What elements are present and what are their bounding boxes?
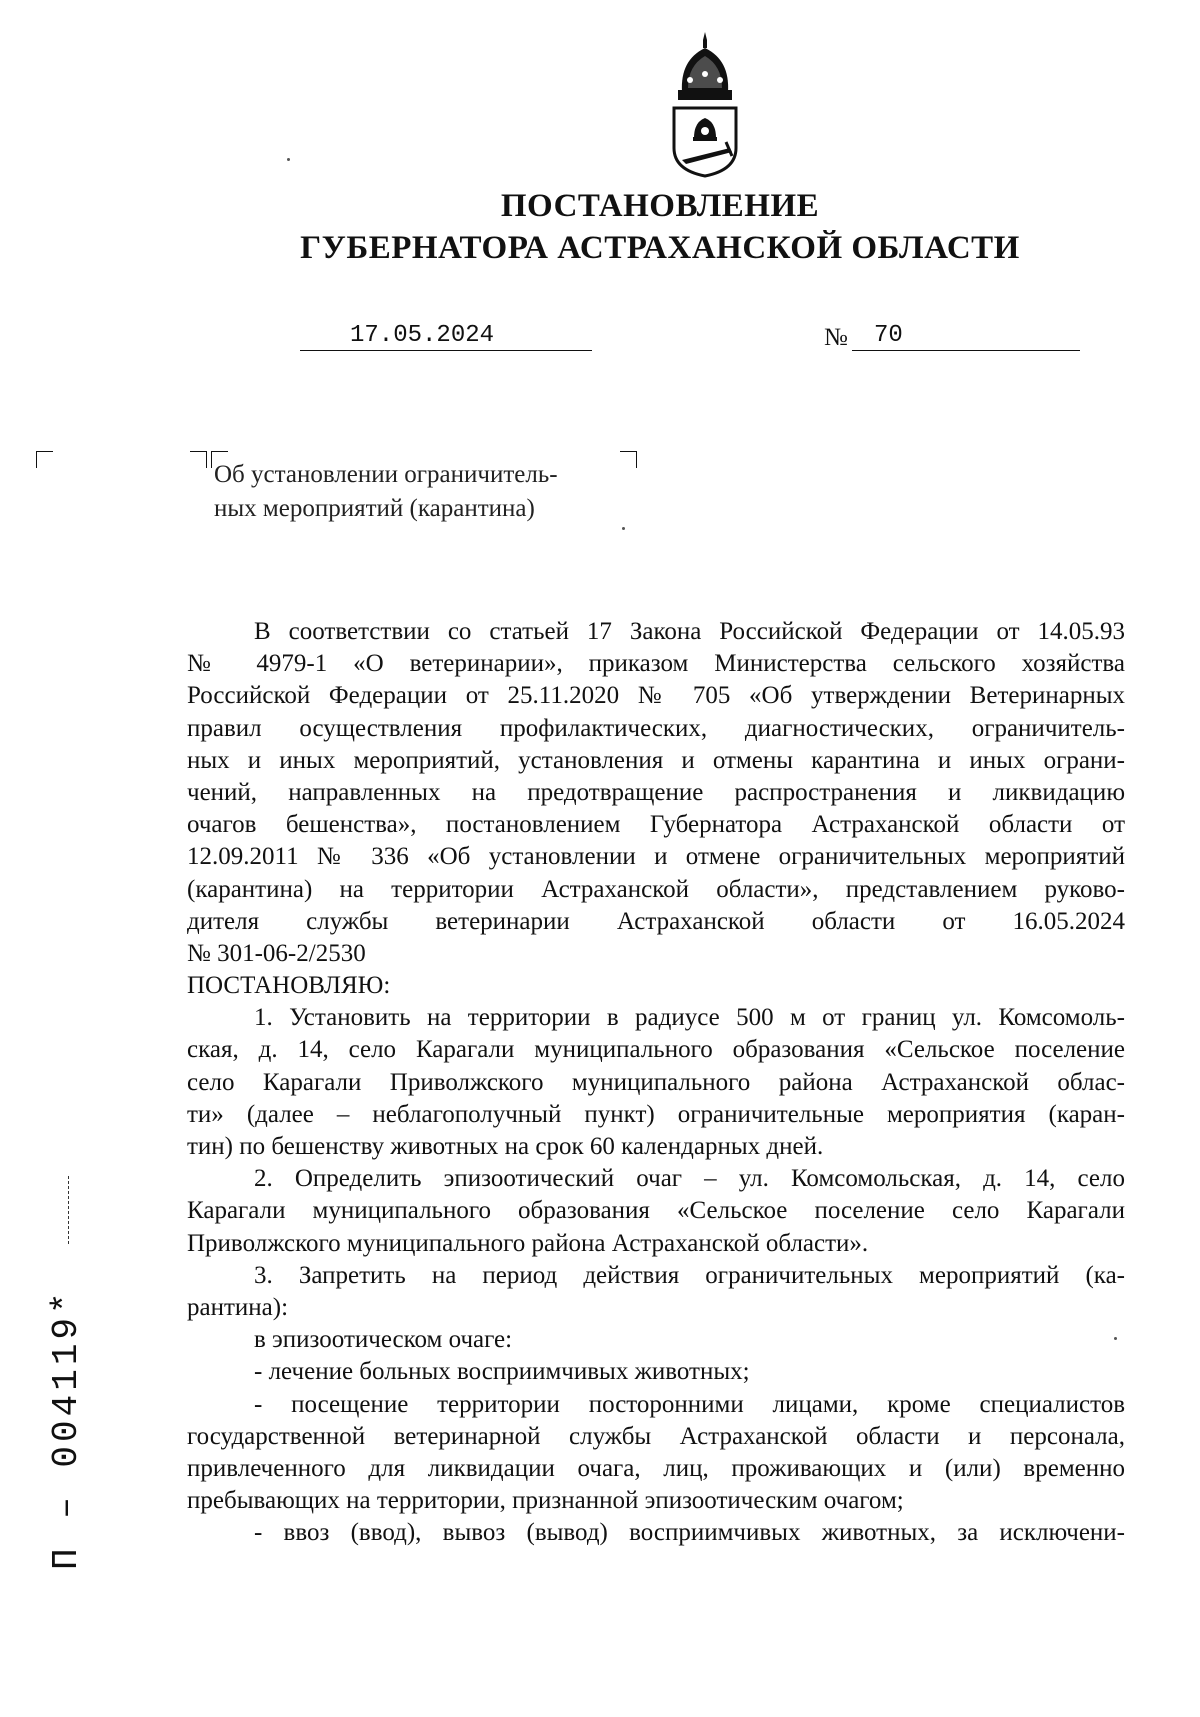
item-2-line: 2. Определить эпизоотический очаг – ул. Комсомольская, д. 14, село	[254, 1165, 1125, 1193]
decree-word: ПОСТАНОВЛЯЮ:	[187, 972, 391, 1000]
corner-mark-subject-left-a	[190, 451, 207, 468]
scan-speck	[1114, 1337, 1117, 1340]
body-line: чений, направленных на предотвращение распространения и ликвидацию	[187, 778, 1125, 806]
item-3-bullet-line: привлеченного для ликвидации очага, лиц, проживающих и (или) временно	[187, 1454, 1125, 1482]
item-2-line: Карагали муниципального образования «Сельское поселение село Карагали	[187, 1197, 1125, 1225]
item-3-bullet-line: государственной ветеринарной службы Астраханской области и персонала,	[187, 1422, 1125, 1450]
body-line: № 301-06-2/2530	[187, 939, 366, 967]
margin-dashed-line	[68, 1176, 69, 1244]
document-title: ПОСТАНОВЛЕНИЕ	[500, 188, 820, 224]
item-2-line: Приволжского муниципального района Астраханской области».	[187, 1229, 869, 1257]
document-issuer: ГУБЕРНАТОРА АСТРАХАНСКОЙ ОБЛАСТИ	[300, 230, 1020, 266]
item-3-bullet: - посещение территории посторонними лицами, кроме специалистов	[254, 1390, 1125, 1418]
item-3-line: 3. Запретить на период действия ограничительных мероприятий (ка-	[254, 1261, 1125, 1289]
body-line: дителя службы ветеринарии Астраханской области от 16.05.2024	[187, 907, 1125, 935]
item-3-subheading: в эпизоотическом очаге:	[254, 1326, 513, 1354]
body-line: В соответствии со статьей 17 Закона Российской Федерации от 14.05.93	[254, 618, 1125, 645]
number-sign: №	[824, 324, 848, 351]
document-body	[187, 616, 1125, 1549]
body-line: Российской Федерации от 25.11.2020 № 705 «Об утверждении Ветеринарных	[187, 682, 1125, 710]
document-subject	[214, 458, 558, 526]
document-date: 17.05.2024	[350, 322, 495, 349]
corner-mark-left	[36, 451, 53, 468]
item-3-line: рантина):	[187, 1293, 289, 1321]
body-line: № 4979-1 «О ветеринарии», приказом Министерства сельского хозяйства	[187, 650, 1125, 678]
item-1-line: ская, д. 14, село Карагали муниципального образования «Сельское поселение	[187, 1036, 1125, 1064]
item-1-line: ти» (далее – неблагополучный пункт) ограничительные мероприятия (каран-	[187, 1100, 1125, 1128]
document-number: 70	[874, 322, 903, 349]
body-line: ных и иных мероприятий, установления и отмены карантина и иных ограни-	[187, 746, 1125, 774]
item-3-bullet: - лечение больных восприимчивых животных;	[254, 1358, 750, 1386]
body-line: 12.09.2011 № 336 «Об установлении и отмене ограничительных мероприятий	[187, 843, 1125, 871]
item-1-line: село Карагали Приволжского муниципального района Астраханской облас-	[187, 1068, 1125, 1096]
body-line: правил осуществления профилактических, диагностических, ограничитель-	[187, 714, 1125, 742]
item-1-line: 1. Установить на территории в радиусе 500 м от границ ул. Комсомоль-	[254, 1004, 1125, 1032]
corner-mark-subject-right	[620, 451, 637, 468]
item-3-bullet-line: пребывающих на территории, признанной эпизоотическим очагом;	[187, 1487, 904, 1515]
scan-speck	[287, 158, 290, 161]
item-3-bullet: - ввоз (ввод), вывоз (вывод) восприимчивых животных, за исключени-	[254, 1519, 1125, 1547]
registration-stamp: П – 004119*	[46, 1288, 87, 1570]
item-1-line: тин) по бешенству животных на срок 60 календарных дней.	[187, 1133, 824, 1160]
subject-line: ных мероприятий (карантина)	[214, 495, 535, 522]
subject-line: Об установлении ограничитель-	[214, 461, 558, 488]
astrakhan-coat-of-arms-icon	[660, 30, 750, 180]
scan-speck	[622, 527, 625, 530]
body-line: (карантина) на территории Астраханской области», представлением руково-	[187, 875, 1125, 903]
body-line: очагов бешенства», постановлением Губернатора Астраханской области от	[187, 811, 1125, 839]
